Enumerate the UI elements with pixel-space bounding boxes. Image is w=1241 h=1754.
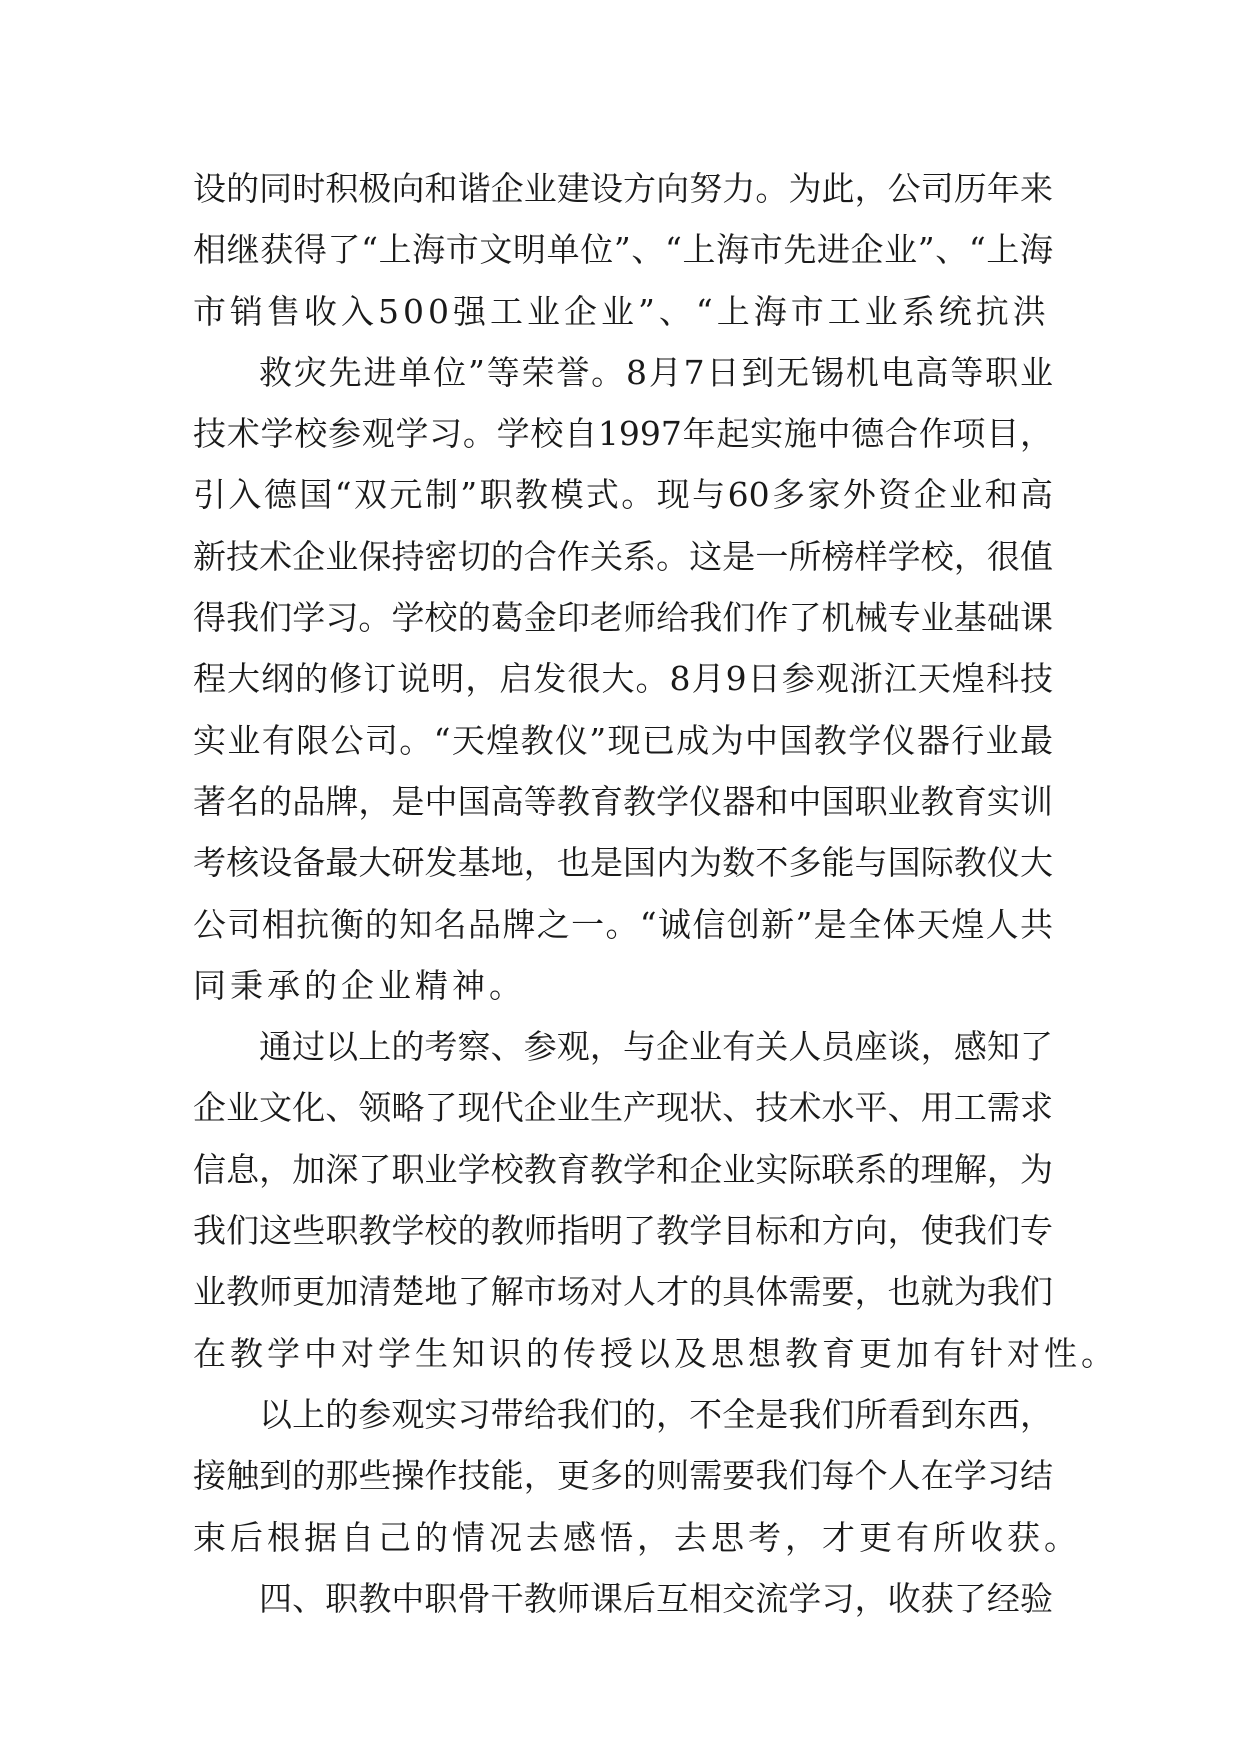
text-line: 技术学校参观学习。学校自1997年起实施中德合作项目，: [193, 414, 1053, 454]
text-line: 同秉承的企业精神。: [193, 965, 526, 1005]
text-line: 以上的参观实习带给我们的，不全是我们所看到东西，: [259, 1394, 1053, 1434]
text-line: 企业文化、领略了现代企业生产现状、技术水平、用工需求: [193, 1088, 1053, 1128]
text-line: 得我们学习。学校的葛金印老师给我们作了机械专业基础课: [193, 598, 1053, 638]
text-line: 相继获得了“上海市文明单位”、“上海市先进企业”、“上海: [193, 230, 1053, 270]
text-line: 在教学中对学生知识的传授以及思想教育更加有针对性。: [193, 1333, 1118, 1373]
text-line: 市销售收入500强工业企业”、“上海市工业系统抗洪: [193, 291, 1050, 331]
body-text: [193, 158, 1118, 1629]
text-line: 束后根据自己的情况去感悟，去思考，才更有所收获。: [193, 1517, 1081, 1557]
text-line: 程大纲的修订说明，启发很大。8月9日参观浙江天煌科技: [193, 659, 1053, 699]
text-line: 引入德国“双元制”职教模式。现与60多家外资企业和高: [193, 475, 1053, 515]
text-line: 接触到的那些操作技能，更多的则需要我们每个人在学习结: [193, 1456, 1053, 1496]
text-line: 著名的品牌，是中国高等教育教学仪器和中国职业教育实训: [193, 781, 1053, 821]
text-line: 新技术企业保持密切的合作关系。这是一所榜样学校，很值: [193, 536, 1053, 576]
text-line: 信息，加深了职业学校教育教学和企业实际联系的理解，为: [193, 1149, 1053, 1189]
text-line: 业教师更加清楚地了解市场对人才的具体需要，也就为我们: [193, 1272, 1053, 1312]
text-line: 通过以上的考察、参观，与企业有关人员座谈，感知了: [259, 1027, 1053, 1067]
text-line: 我们这些职教学校的教师指明了教学目标和方向，使我们专: [193, 1211, 1053, 1251]
text-line: 设的同时积极向和谐企业建设方向努力。为此，公司历年来: [193, 169, 1053, 208]
text-line: 考核设备最大研发基地，也是国内为数不多能与国际教仪大: [193, 843, 1053, 883]
text-line: 实业有限公司。“天煌教仪”现已成为中国教学仪器行业最: [193, 720, 1053, 760]
text-line: 公司相抗衡的知名品牌之一。“诚信创新”是全体天煌人共: [193, 904, 1053, 944]
text-line: 救灾先进单位”等荣誉。8月7日到无锡机电高等职业: [259, 352, 1053, 392]
text-line: 四、职教中职骨干教师课后互相交流学习，收获了经验: [259, 1578, 1053, 1618]
